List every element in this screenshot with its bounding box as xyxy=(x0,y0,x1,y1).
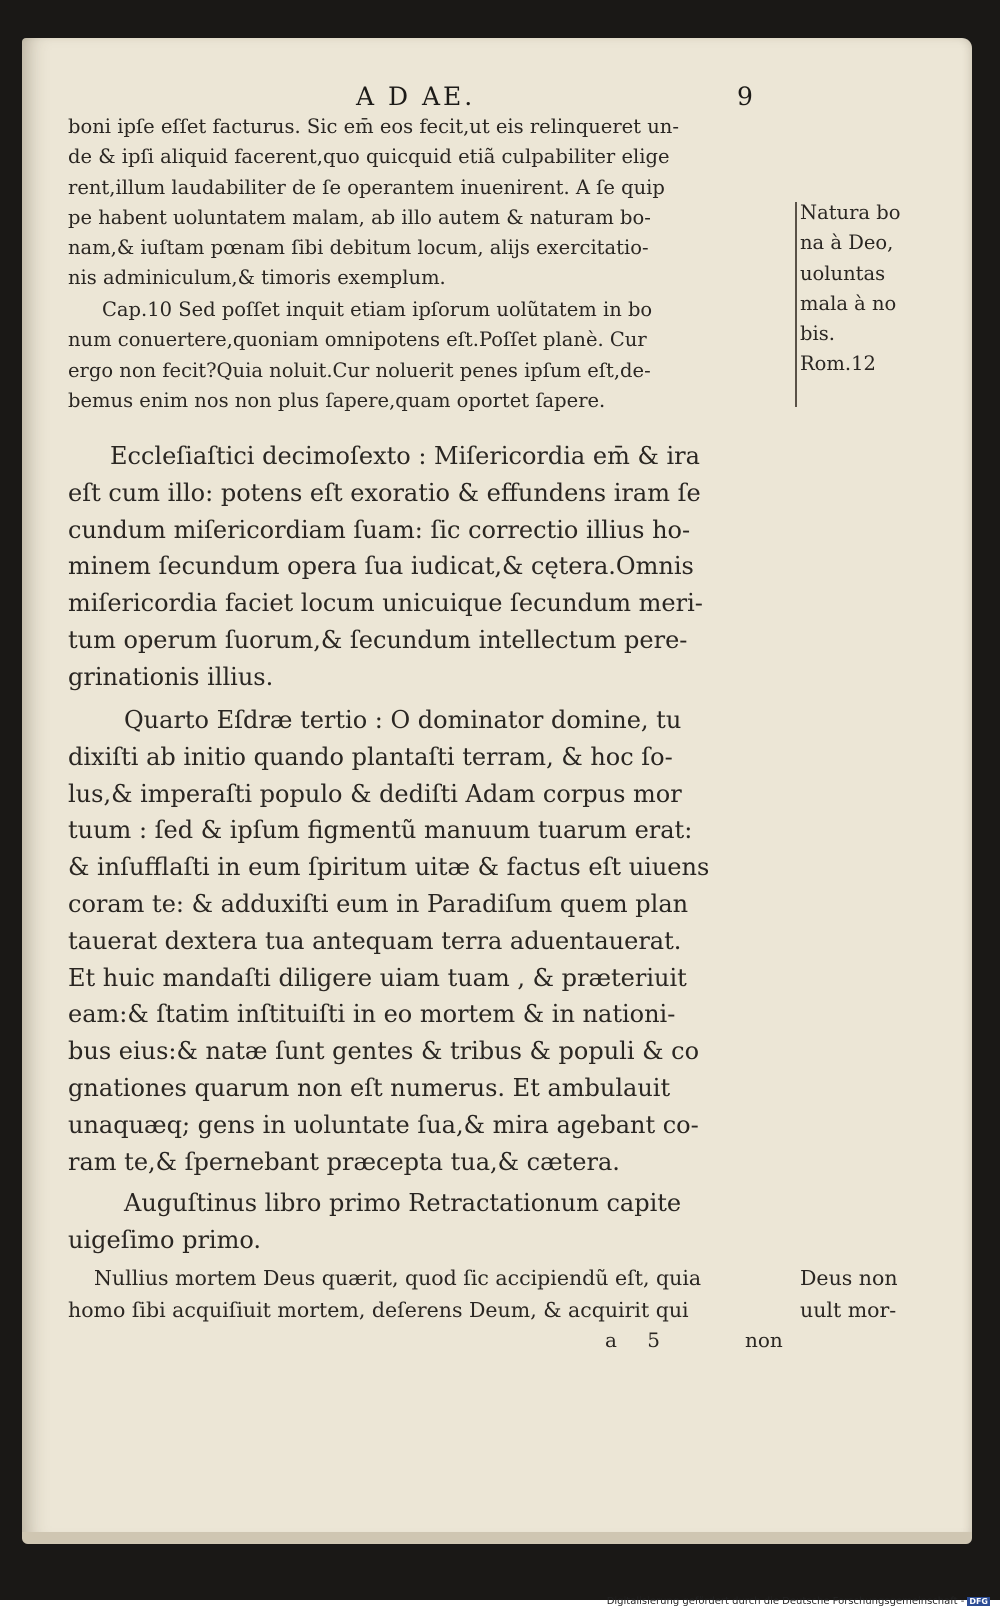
text-line: tuum : ſed & ipſum figmentũ manuum tuarum erat: xyxy=(68,816,693,845)
margin-line: Rom.12 xyxy=(800,352,876,376)
margin-line: mala à no xyxy=(800,291,897,315)
text-line: num conuertere,quoniam omnipotens eſt.Poſſet planè. Cur xyxy=(68,328,647,352)
text-line: eam:& ſtatim inſtituiſti in eo mortem & in nationi- xyxy=(68,1000,676,1029)
credit-text: Digitalisierung gefördert durch die Deutsche Forschungsgemeinschaft - xyxy=(606,1596,965,1607)
margin-line: uoluntas xyxy=(800,261,886,285)
text-line: eſt cum illo: potens eſt exoratio & effundens iram ſe xyxy=(68,478,701,507)
text-line: Cap.10 Sed poſſet inquit etiam ipſorum uolũtatem in bo xyxy=(102,298,653,321)
text-line: pe habent uoluntatem malam, ab illo autem & naturam bo- xyxy=(68,205,651,229)
signature-mark: a 5 xyxy=(605,1328,673,1352)
text-line: homo ſibi acquiſiuit mortem, deſerens Deum, & acquirit qui xyxy=(68,1298,689,1322)
text-line: miſericordia faciet locum unicuique ſecundum meri- xyxy=(68,589,703,618)
text-line: coram te: & adduxiſti eum in Paradiſum quem plan xyxy=(68,889,689,918)
margin-rule xyxy=(795,202,797,407)
text-line: uigeſimo primo. xyxy=(68,1225,262,1254)
text-line: gnationes quarum non eſt numerus. Et ambulauit xyxy=(68,1073,671,1102)
margin-line: uult mor- xyxy=(800,1298,897,1322)
text-line: boni ipſe eſſet facturus. Sic em̄ eos fecit,ut eis relinqueret un- xyxy=(68,115,679,138)
running-title: A D AE. xyxy=(356,82,476,111)
text-line: unaquæq; gens in uoluntate ſua,& mira agebant co- xyxy=(68,1110,699,1139)
text-line: ram te,& ſpernebant præcepta tua,& cætera. xyxy=(68,1147,620,1176)
text-line: rent,illum laudabiliter de ſe operantem inuenirent. A ſe quip xyxy=(68,175,665,199)
digitization-credit xyxy=(607,1596,990,1607)
margin-line: Deus non xyxy=(800,1266,898,1290)
text-line: Nullius mortem Deus quærit, quod ſic accipiendũ eſt, quia xyxy=(94,1266,702,1290)
margin-line: na à Deo, xyxy=(800,231,894,255)
margin-note xyxy=(800,198,960,380)
text-line: Quarto Eſdræ tertio : O dominator domine, tu xyxy=(124,706,682,734)
text-line: nam,& iuſtam pœnam ſibi debitum locum, alijs exercitatio- xyxy=(68,236,649,260)
text-block-2 xyxy=(68,295,798,416)
text-line: dixiſti ab initio quando plantaſti terram, & hoc ſo- xyxy=(68,742,673,771)
text-block-6 xyxy=(68,1262,798,1326)
text-line: Eccleſiaſtici decimoſexto : Miſericordia em̄ & ira xyxy=(110,442,700,470)
text-line: cundum miſericordiam ſuam: ſic correctio illius ho- xyxy=(68,515,691,544)
margin-note-2 xyxy=(800,1262,960,1326)
dfg-logo: DFG xyxy=(969,1596,988,1606)
text-line: lus,& imperaſti populo & dediſti Adam corpus mor xyxy=(68,779,682,808)
text-line: tum operum ſuorum,& ſecundum intellectum pere- xyxy=(68,625,688,654)
text-line: & inſufflaſti in eum ſpiritum uitæ & factus eſt uiuens xyxy=(68,853,710,882)
text-line: Auguſtinus libro primo Retractationum capite xyxy=(124,1189,682,1217)
text-block-3 xyxy=(68,438,794,696)
text-block-5 xyxy=(68,1185,794,1259)
text-line: Et huic mandaſti diligere uiam tuam , & præteriuit xyxy=(68,963,687,992)
margin-line: Natura bo xyxy=(800,201,901,224)
text-line: tauerat dextera tua antequam terra aduentauerat. xyxy=(68,926,682,955)
text-line: bus eius:& natæ ſunt gentes & tribus & populi & co xyxy=(68,1037,700,1066)
page-number: 9 xyxy=(737,82,756,111)
text-line: de & ipſi aliquid facerent,quo quicquid etiã culpabiliter elige xyxy=(68,145,670,169)
text-line: bemus enim nos non plus ſapere,quam oportet ſapere. xyxy=(68,388,606,412)
text-line: minem ſecundum opera ſua iudicat,& cętera.Omnis xyxy=(68,552,694,581)
text-line: nis adminiculum,& timoris exemplum. xyxy=(68,266,446,290)
catchword: non xyxy=(745,1328,783,1352)
text-line: ergo non fecit?Quia noluit.Cur noluerit penes ipſum eſt,de- xyxy=(68,358,651,382)
text-line: grinationis illius. xyxy=(68,662,274,691)
text-block-4 xyxy=(68,702,794,1180)
margin-line: bis. xyxy=(800,322,835,346)
page-edge xyxy=(22,1532,972,1544)
text-block-1 xyxy=(68,112,798,294)
